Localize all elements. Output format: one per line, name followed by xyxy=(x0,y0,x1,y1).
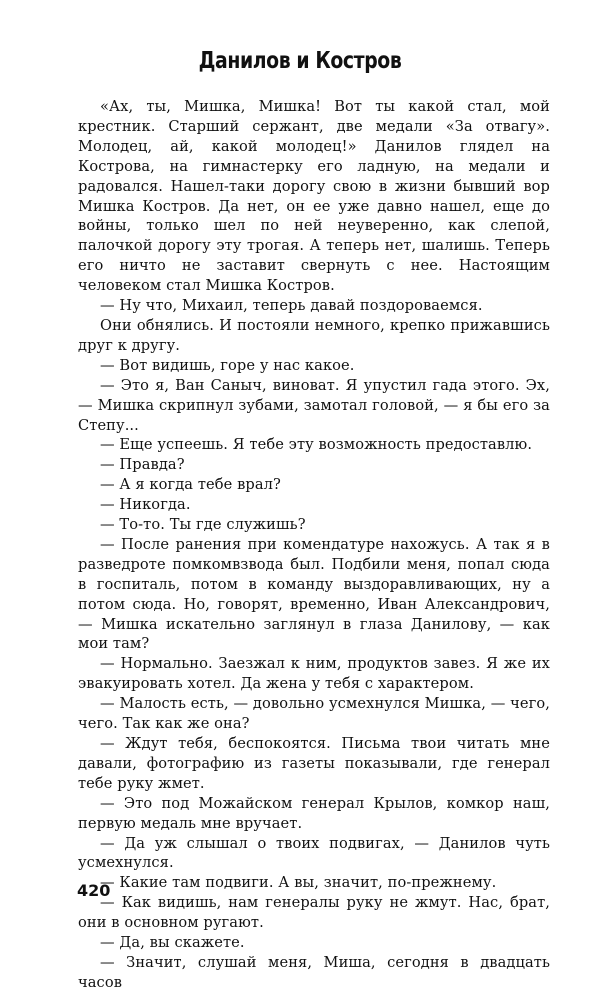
paragraph: — То-то. Ты где служишь? xyxy=(100,516,306,534)
paragraph: — Значит, слушай меня, Миша, сегодня в двадцать часов xyxy=(78,953,550,991)
paragraph: — После ранения при комендатуре нахожусь. А так я в разведроте помкомвзвода был. Подбили меня, попал сюда в госпиталь, потом в команду выздоравливающих, ну а потом сюда. Но, говорят, временно, Иван Александрович, — Мишка искательно заглянул в глаза Данилову, — как мои там? xyxy=(78,535,550,653)
paragraph: — Как видишь, нам генералы руку не жмут. Нас, брат, они в основном ругают. xyxy=(78,894,550,932)
paragraph: «Ах, ты, Мишка, Мишка! Вот ты какой стал, мой крестник. Старший сержант, две медали «За отвагу». Молодец, ай, какой молодец!» Данилов глядел на Кострова, на гимнастерку его ладную, на медали и радовался. Нашел-таки дорогу свою в жизни бывший вор Мишка Костров. Да нет, он ее уже давно нашел, еще до войны, только шел по ней неуверенно, как слепой, палочкой дорогу эту трогая. А теперь нет, шалишь. Теперь его ничто не заставит свернуть с нее. Настоящим человеком стал Мишка Костров. xyxy=(78,98,550,295)
paragraph: — Да уж слышал о твоих подвигах, — Данилов чуть усмехнулся. xyxy=(78,834,550,872)
paragraph: — Какие там подвиги. А вы, значит, по-прежнему. xyxy=(100,874,497,892)
page-number: 420 xyxy=(77,881,111,900)
paragraph: — Вот видишь, горе у нас какое. xyxy=(100,356,355,374)
paragraph: — Нормально. Заезжал к ним, продуктов завез. Я же их эвакуировать хотел. Да жена у тебя с характером. xyxy=(78,655,550,693)
paragraph: — Никогда. xyxy=(100,496,191,514)
body-text xyxy=(78,97,550,993)
paragraph: — А я когда тебе врал? xyxy=(100,476,281,494)
paragraph: — Это я, Ван Саныч, виноват. Я упустил гада этого. Эх, — Мишка скрипнул зубами, замотал головой, — я бы его за Степу... xyxy=(78,376,550,434)
paragraph: — Ну что, Михаил, теперь давай поздороваемся. xyxy=(100,297,483,315)
paragraph: — Малость есть, — довольно усмехнулся Мишка, — чего, чего. Так как же она? xyxy=(78,695,550,733)
paragraph: — Ждут тебя, беспокоятся. Письма твои читать мне давали, фотографию из газеты показывали, где генерал тебе руку жмет. xyxy=(78,735,550,792)
paragraph: — Еще успеешь. Я тебе эту возможность предоставлю. xyxy=(100,436,533,454)
chapter-title: Данилов и Костров xyxy=(198,48,402,74)
paragraph: — Это под Можайском генерал Крылов, комкор наш, первую медаль мне вручает. xyxy=(78,794,550,832)
paragraph: Они обнялись. И постояли немного, крепко прижавшись друг к другу. xyxy=(78,316,550,354)
paragraph: — Да, вы скажете. xyxy=(100,934,245,952)
paragraph: — Правда? xyxy=(100,456,185,474)
